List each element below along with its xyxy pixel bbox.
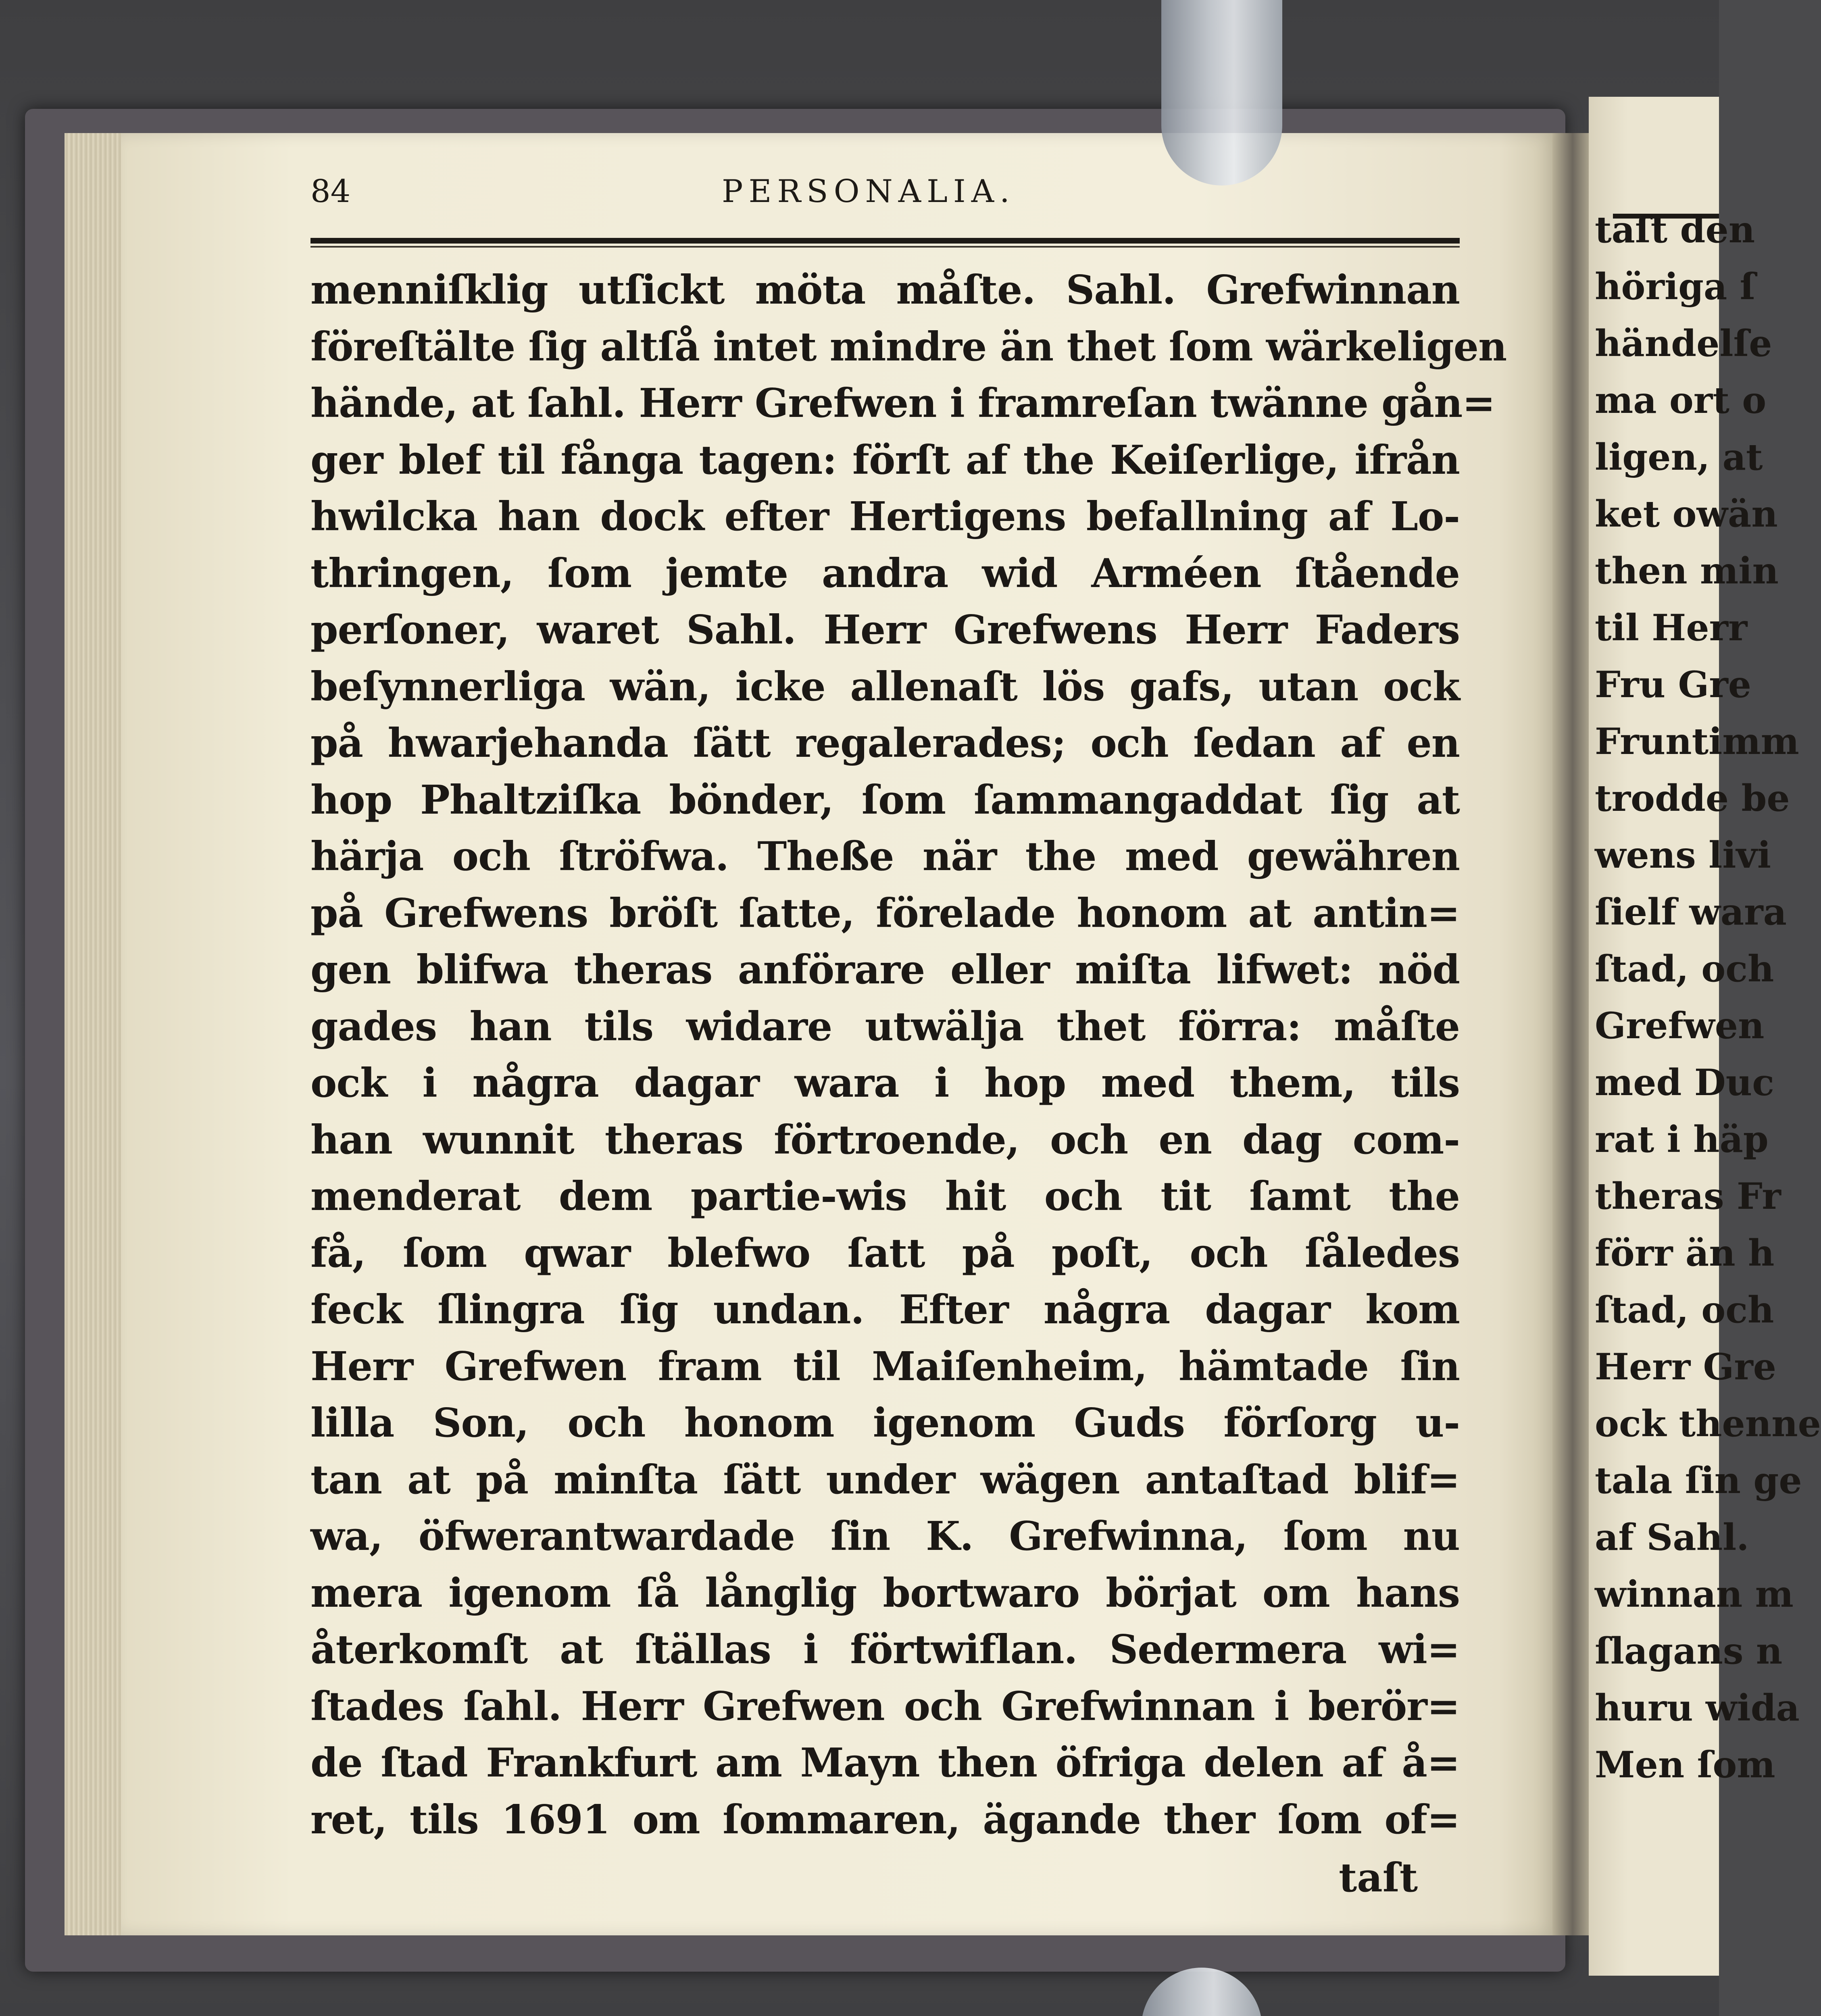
page-number: 84 [310,173,351,210]
right-text-line: Men ſom [1595,1743,1775,1786]
header-rule-thin [310,246,1460,248]
text-line: wa, öfwerantwardade ſin K. Grefwinna, ſom nu [310,1513,1460,1560]
text-line: få, ſom qwar blefwo ſatt på poſt, och ſåledes [310,1230,1460,1277]
right-text-line: ſtad, och [1595,1289,1774,1331]
right-text-line: wens livi [1595,834,1771,877]
right-page-text [1595,202,1821,1793]
right-text-line: förr än h [1595,1232,1775,1275]
right-text-line: ſtad, och [1595,948,1774,990]
text-line: de ſtad Frankfurt am Mayn then öfriga delen af å= [310,1740,1460,1786]
text-line: ger blef til fånga tagen: förſt af the Keiſerlige, ifrån [310,437,1460,483]
right-text-line: ſlagans n [1595,1630,1783,1672]
right-text-line: ma ort o [1595,379,1767,422]
text-line: ret, tils 1691 om ſommaren, ägande ther ſom of= [310,1796,1460,1843]
text-line: hwilcka han dock efter Hertigens befallning af Lo- [310,494,1460,540]
text-line: på hwarjehanda ſätt regalerades; och ſedan af en [310,720,1460,766]
right-text-line: ligen, at [1595,436,1763,479]
text-line: feck ſlingra ſig undan. Efter några dagar kom [310,1287,1460,1333]
right-text-line: med Duc [1595,1061,1775,1104]
text-line: lilla Son, och honom igenom Guds förſorg u- [310,1400,1460,1446]
body-text [310,262,1507,1848]
right-text-line: theras Fr [1595,1175,1781,1218]
text-line: han wunnit theras förtroende, och en dag com- [310,1116,1460,1163]
page-header [310,173,1460,222]
text-line: härja och ſtröfwa. Theße när the med gewähren [310,833,1460,880]
text-line: beſynnerliga wän, icke allenaſt lös gafs, utan ock [310,663,1460,710]
page-clip-top [1161,0,1282,185]
book-gutter [1552,133,1593,1935]
text-line: Herr Grefwen fram til Maiſenheim, hämtade ſin [310,1343,1460,1390]
text-line: mera igenom ſå långlig bortwaro börjat om hans [310,1570,1460,1616]
text-line: återkomſt at ſtällas i förtwiflan. Sedermera wi= [310,1627,1460,1673]
text-line: menniſklig utſickt möta måſte. Sahl. Grefwinnan [310,267,1460,313]
text-line: gen blifwa theras anförare eller miſta lifwet: nöd [310,947,1460,993]
header-rule [310,238,1460,244]
text-line: gades han tils widare utwälja thet förra: måſte [310,1003,1460,1050]
text-line: perſoner, waret Sahl. Herr Grefwens Herr Faders [310,607,1460,653]
text-line: på Grefwens bröſt ſatte, förelade honom at antin= [310,890,1460,937]
right-text-line: Grefwen [1595,1004,1765,1047]
running-title: PERSONALIA. [722,173,1015,210]
right-text-line: Fru Gre [1595,663,1752,706]
right-text-line: Fruntimm [1595,720,1799,763]
catchword: taſt [1339,1855,1418,1901]
right-text-line: winnan m [1595,1573,1794,1616]
right-text-line: til Herr [1595,606,1748,649]
right-text-line: taſt den [1595,208,1755,251]
text-line: thringen, ſom jemte andra wid Arméen ſtående [310,550,1460,597]
right-text-line: trodde be [1595,777,1790,820]
right-text-line: höriga ſ [1595,265,1756,308]
right-text-line: händelſe [1595,322,1772,365]
text-line: hop Phaltziſka bönder, ſom ſammangaddat ſig at [310,777,1460,823]
right-text-line: Herr Gre [1595,1345,1776,1388]
right-text-line: tala ſin ge [1595,1459,1802,1502]
text-line: tan at på minſta ſätt under wägen antaſtad blif= [310,1456,1460,1503]
text-line: ſtades ſahl. Herr Grefwen och Grefwinnan i berör= [310,1683,1460,1730]
right-text-line: huru wida [1595,1687,1800,1729]
right-text-line: then min [1595,550,1779,592]
right-text-line: ock thenne [1595,1402,1821,1445]
right-text-line: ket owän [1595,493,1778,535]
text-line: föreſtälte ſig altſå intet mindre än thet ſom wärkeligen [310,323,1507,370]
text-line: hände, at ſahl. Herr Grefwen i framreſan twänne gån= [310,380,1495,427]
text-line: ock i några dagar wara i hop med them, tils [310,1060,1460,1106]
text-line: menderat dem partie-wis hit och tit ſamt the [310,1173,1460,1220]
right-text-line: rat i häp [1595,1118,1769,1161]
right-text-line: af Sahl. [1595,1516,1749,1559]
right-text-line: ſielf wara [1595,891,1787,933]
